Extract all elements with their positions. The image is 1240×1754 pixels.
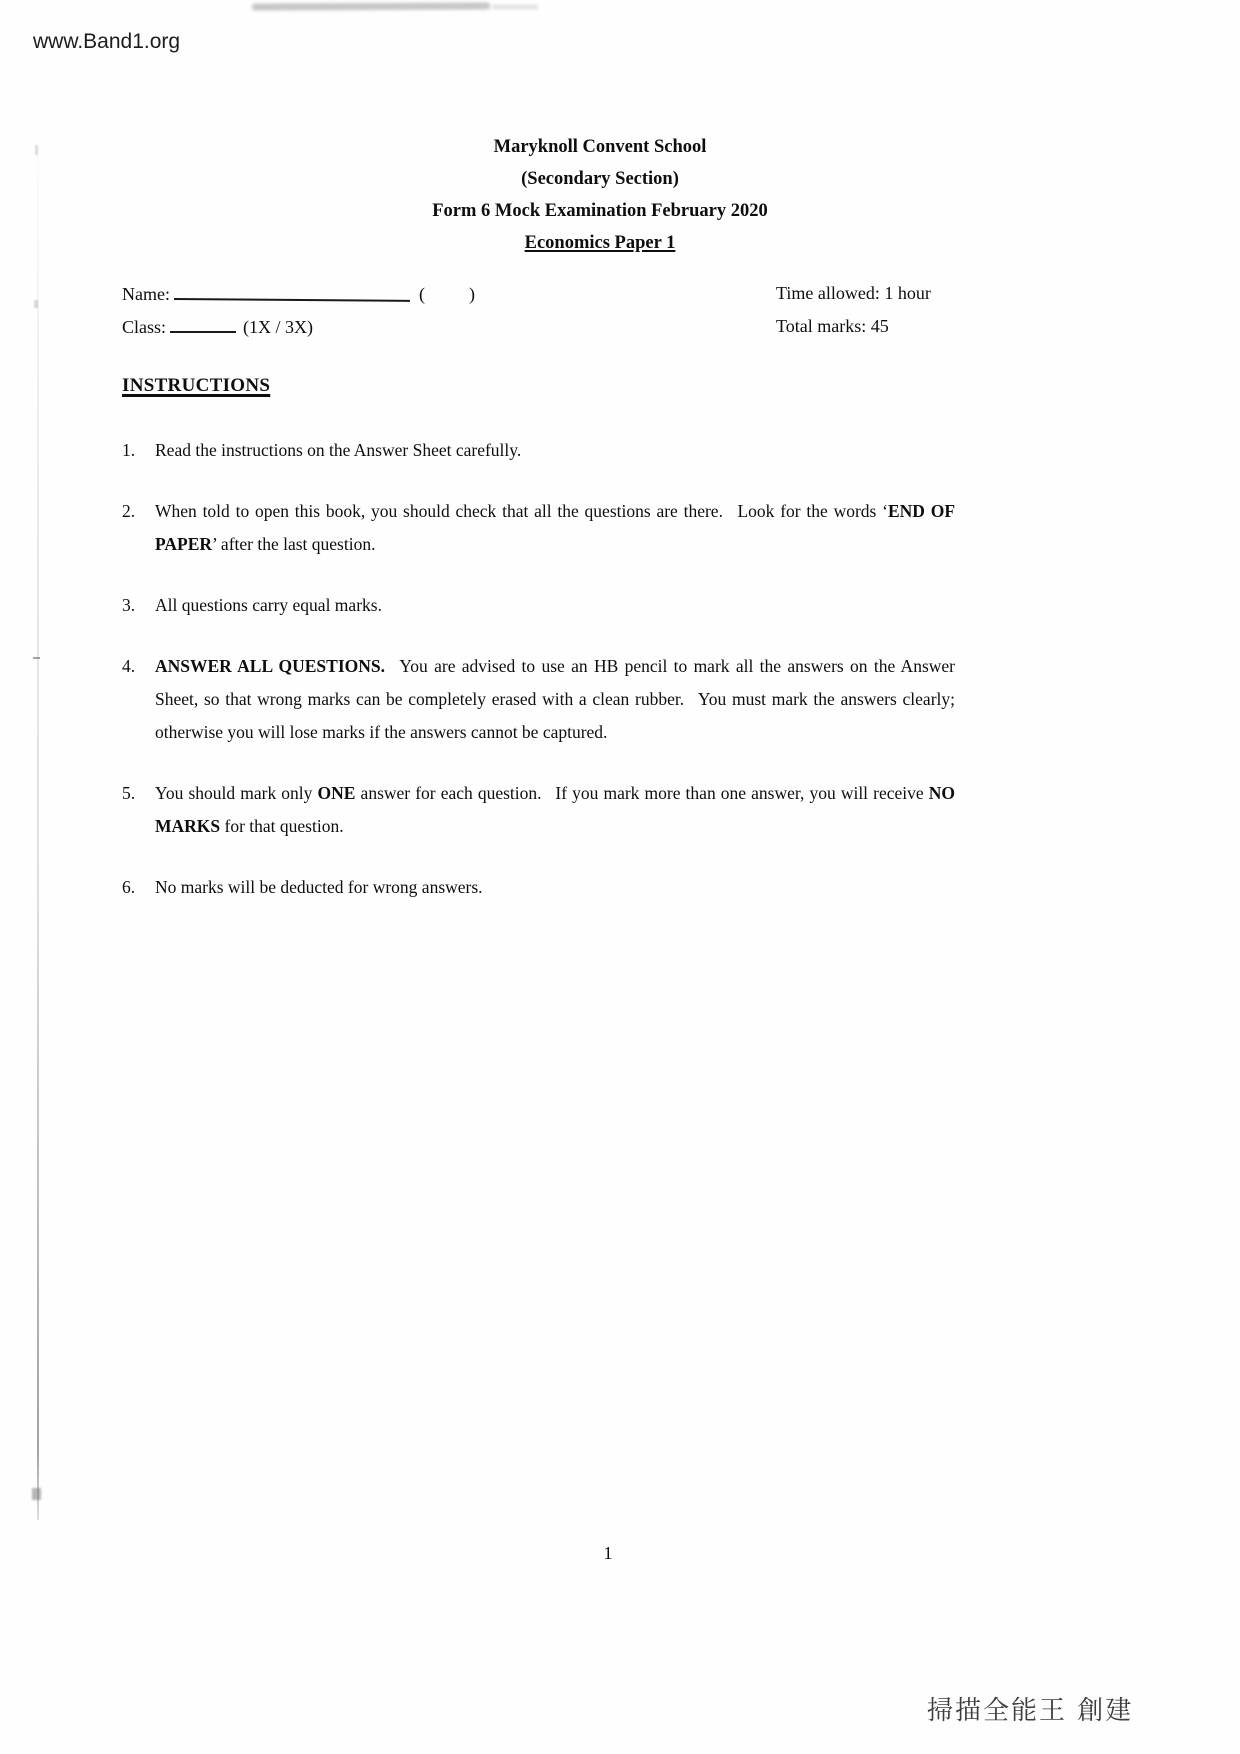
exam-title: Form 6 Mock Examination February 2020 [432, 201, 768, 221]
instruction-number: 2. [122, 501, 136, 521]
instruction-item: 3. All questions carry equal marks. [122, 589, 955, 622]
paper-title-text: Economics Paper 1 [524, 233, 676, 253]
page-number: 1 [603, 1543, 613, 1563]
instruction-item: 5. You should mark only ONE answer for each question. If you mark more than one answer, you will receive NO MARKS for that question. [122, 777, 955, 843]
scan-artifact-speck [35, 145, 38, 155]
scan-artifact-left-edge [37, 128, 39, 1520]
instruction-number: 6. [122, 877, 136, 897]
class-blank-field [170, 316, 236, 333]
instruction-number: 4. [122, 656, 136, 676]
name-blank-field [174, 283, 410, 302]
class-row [122, 316, 313, 338]
instruction-number: 1. [122, 440, 136, 460]
total-marks: Total marks: 45 [776, 316, 889, 336]
class-options: (1X / 3X) [243, 317, 314, 337]
scanner-credit: 掃描全能王 創建 [927, 1696, 1134, 1726]
instruction-item: 4. ANSWER ALL QUESTIONS. You are advised to use an HB pencil to mark all the answers on the Answer Sheet, so that wrong marks can be completely erased with a clean rubber. You must mark the answers clearly; otherwise you will lose marks if the answers cannot be captured. [122, 650, 955, 749]
scan-artifact-speck [34, 300, 38, 308]
instruction-item: 2. When told to open this book, you should check that all the questions are there. Look for the words ‘END OF PAPER’ after the last question. [122, 495, 955, 561]
name-row [122, 283, 475, 305]
instructions-heading: INSTRUCTIONS [122, 375, 271, 396]
school-section: (Secondary Section) [521, 169, 679, 189]
time-allowed: Time allowed: 1 hour [776, 283, 931, 303]
instruction-item: 1. Read the instructions on the Answer Sheet carefully. [122, 434, 955, 467]
title-block [140, 131, 1060, 259]
scan-artifact-top-smudge-2 [492, 5, 538, 9]
class-number-paren-open: ( [418, 284, 425, 304]
scan-artifact-top-smudge [252, 2, 490, 10]
scan-artifact-speck [33, 657, 40, 659]
instruction-item: 6. No marks will be deducted for wrong answers. [122, 871, 955, 904]
instruction-number: 3. [122, 595, 136, 615]
paper-title [140, 227, 1060, 259]
name-label: Name: [122, 284, 170, 304]
watermark-url: www.Band1.org [33, 30, 181, 53]
class-number-paren-close: ) [468, 284, 475, 304]
class-label: Class: [122, 317, 167, 337]
instruction-number: 5. [122, 783, 136, 803]
instructions-list [122, 434, 955, 932]
school-name: Maryknoll Convent School [493, 137, 707, 157]
scan-artifact-speck [32, 1488, 41, 1500]
